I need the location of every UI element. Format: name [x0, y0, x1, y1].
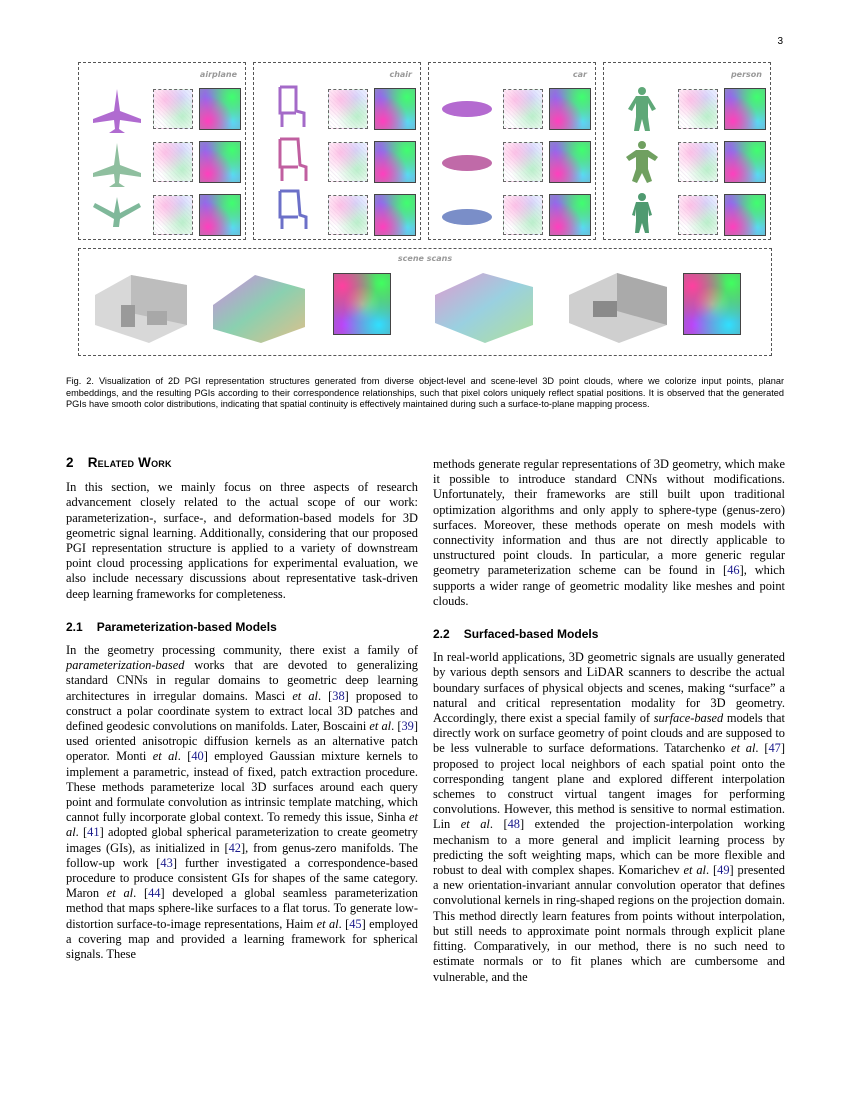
category-panel-chair	[253, 62, 421, 240]
pgi-thumb	[724, 194, 766, 236]
subsection-title: Surfaced-based Models	[463, 627, 599, 642]
citation-link[interactable]: 48	[507, 817, 520, 832]
planar-embedding-thumb	[678, 89, 718, 129]
planar-embedding-thumb	[153, 142, 193, 182]
subsection-number: 2.2	[433, 627, 450, 642]
subsection-2-2-paragraph: In real-world applications, 3D geometric signals are usually generated by various depth sensors and LiDAR scanners to describe the actual boundary surfaces of physical objects and scenes, making “surface” a natural and critical representation modality for 3D geometry. Accordingly, there exist a special family of surface-based models that directly work on surface geometry of point clouds and are supposed to be less vulnerable to surface deformations. Tatarchenko et al. [47] proposed to project local neighbors of each spatial point onto the corresponding tangent plane and explored different interpolation schemes to construct virtual tangent images for performing convolutions. However, this method is sensitive to normal estimation. Lin et al. [48] extended the projection-interpolation working mechanism to a more general and implicit learning process by predicting the soft weighting maps, which can be more flexible and robust to deal with complex shapes. Komarichev et al. [49] presented a new orientation-invariant annular convolution operator that defines convolutional kernels in ring-shaped regions on the projection domain. This method directly learn features from points without interpolation, but still needs to approximate point normals through explicit plane fitting. Comparatively, in our method, there is no such need to estimate normals or to fit planes which are cumbersome and vulnerable, and the	[433, 650, 786, 984]
pgi-thumb	[724, 88, 766, 130]
planar-embedding-thumb	[678, 142, 718, 182]
category-label-chair: chair	[389, 70, 412, 79]
citation-link[interactable]: 38	[332, 688, 345, 703]
planar-embedding-thumb	[503, 89, 543, 129]
planar-embedding-thumb	[328, 195, 368, 235]
scene-scans-panel	[78, 248, 772, 356]
citation-link[interactable]: 41	[87, 825, 100, 840]
pgi-thumb	[549, 88, 591, 130]
scene-pgi-thumb	[333, 273, 391, 335]
section-title: Related Work	[87, 455, 172, 470]
citation-link[interactable]: 42	[228, 840, 241, 855]
pgi-thumb	[199, 88, 241, 130]
scene-scans-label: scene scans	[397, 254, 453, 263]
planar-embedding-thumb	[153, 195, 193, 235]
pgi-thumb	[724, 141, 766, 183]
category-panel-person	[603, 62, 771, 240]
pgi-thumb	[199, 141, 241, 183]
scene-scan-colored-image	[209, 265, 309, 345]
planar-embedding-thumb	[503, 142, 543, 182]
scene-scan-gray-image	[91, 265, 191, 345]
citation-link[interactable]: 46	[727, 563, 740, 578]
page-number: 3	[777, 36, 783, 47]
citation-link[interactable]: 44	[148, 886, 161, 901]
citation-link[interactable]: 49	[717, 863, 730, 878]
left-column	[66, 455, 418, 962]
pgi-thumb	[549, 194, 591, 236]
category-label-car: car	[572, 70, 587, 79]
scene-scan-gray-image	[563, 265, 673, 345]
planar-embedding-thumb	[153, 89, 193, 129]
scene-pgi-thumb	[683, 273, 741, 335]
section-intro-paragraph: In this section, we mainly focus on three aspects of research advancement closely related to the actual scope of our work: parameterization-, surface-, and deformation-based models for 3D geometric signal learning. Additionally, considering that our proposed PGI representation structure is applied to a variety of downstream point cloud processing applications for experimental evaluation, we also include necessary discussions about representative task-driven deep learning frameworks for completeness.	[66, 480, 418, 601]
pgi-thumb	[374, 194, 416, 236]
car-point-clouds-image	[439, 93, 495, 233]
planar-embedding-thumb	[678, 195, 718, 235]
subsection-title: Parameterization-based Models	[96, 619, 277, 634]
planar-embedding-thumb	[328, 142, 368, 182]
category-label-airplane: airplane	[199, 70, 237, 79]
category-label-person: person	[730, 70, 762, 79]
category-panel-car	[428, 62, 596, 240]
right-intro-paragraph: methods generate regular representations of 3D geometry, which make it possible to introduce standard CNNs without modifications. Unfortunately, their frameworks are still built upon traditional optimization algorithms and only apply to sphere-type (genus-zero) surfaces. Moreover, these methods operate on mesh models with connectivity information and thus are not directly applicable to unstructured point clouds. In particular, a more generic regular geometry parameterization scheme can be found in [46], which supports a wider range of geometric modality like meshes and point clouds.	[433, 457, 786, 608]
pgi-thumb	[549, 141, 591, 183]
category-panel-airplane	[78, 62, 246, 240]
subsection-heading-2-2	[433, 627, 785, 642]
planar-embedding-thumb	[503, 195, 543, 235]
citation-link[interactable]: 40	[191, 749, 204, 764]
pgi-thumb	[374, 88, 416, 130]
subsection-heading-2-1	[66, 620, 418, 635]
section-number: 2	[66, 455, 74, 470]
scene-scan-colored-image	[429, 265, 539, 345]
airplane-point-clouds-image	[89, 85, 145, 233]
figure-caption: Fig. 2. Visualization of 2D PGI representation structures generated from diverse object-level and scene-level 3D point clouds, where we colorize input points, planar embeddings, and the resulting PGIs according to their correspondence relationships, such that pixel colors uniquely reflect spatial positions. It is observed that the generated PGIs have smooth color distributions, indicating that spatial continuity is effectively maintained during such a surface-to-plane mapping process.	[66, 376, 784, 409]
subsection-number: 2.1	[66, 619, 83, 634]
pgi-thumb	[199, 194, 241, 236]
citation-link[interactable]: 39	[401, 719, 414, 734]
planar-embedding-thumb	[328, 89, 368, 129]
citation-link[interactable]: 43	[160, 855, 173, 870]
person-point-clouds-image	[622, 85, 662, 235]
right-column	[433, 457, 785, 985]
chair-point-clouds-image	[272, 83, 312, 233]
figure-pgi-visualization	[78, 62, 772, 356]
subsection-2-1-paragraph: In the geometry processing community, there exist a family of parameterization-based works that are devoted to generalizing standard CNNs in regular domains to geometric deep learning architectures in irregular domains. Masci et al. [38] proposed to construct a polar coordinate system to extract local 3D patches and defined geodesic convolutions on manifolds. Later, Boscaini et al. [39] used oriented anisotropic diffusion kernels as an alternative patch operator. Monti et al. [40] employed Gaussian mixture kernels to implement a parametric, instead of fixed, patch extraction procedure. These methods parameterize local 3D surfaces around each query point and formulate convolution as intrinsic template matching, which cannot fully incorporate global context. To remedy this issue, Sinha et al. [41] adopted global spherical parameterization to create geometry images (GIs), as initialized in [42], from genus-zero manifolds. The follow-up work [43] further investigated a correspondence-based procedure to produce consistent GIs for shapes of the same category. Maron et al. [44] developed a global seamless parameterization method that maps sphere-like surfaces to a flat torus. To generate low-distortion surface-to-image representations, Haim et al. [45] employed a covering map and provided a learning framework for spherical signals. These	[66, 643, 419, 962]
citation-link[interactable]: 47	[768, 741, 781, 756]
pgi-thumb	[374, 141, 416, 183]
citation-link[interactable]: 45	[349, 916, 362, 931]
section-heading	[66, 455, 418, 470]
